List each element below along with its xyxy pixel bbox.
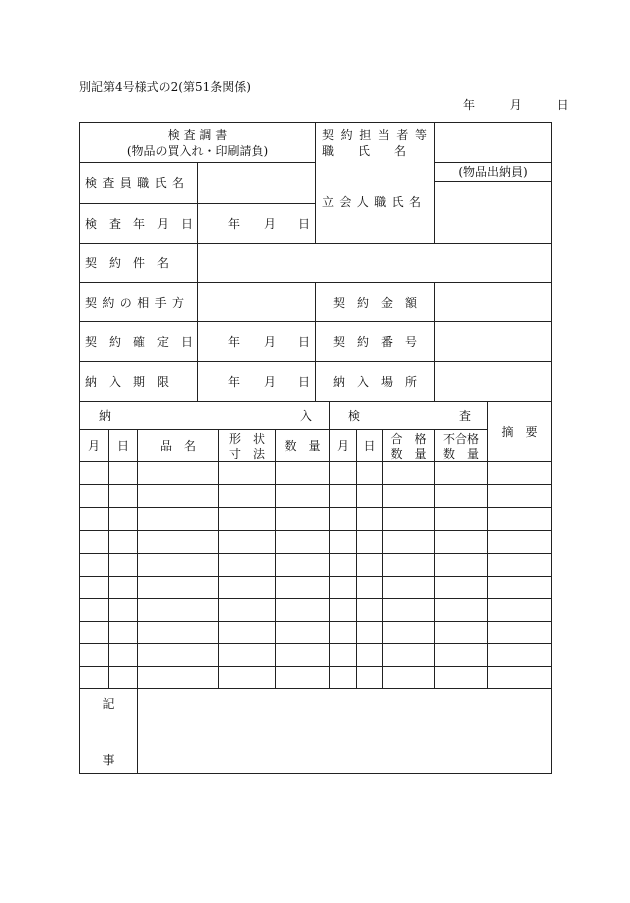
deadline-label: 納 入 期 限: [85, 375, 170, 389]
col-item-name: 品 名: [159, 439, 196, 453]
inspection-header-2: 査: [459, 409, 472, 423]
contract-officer-label: 契約担当者等: [322, 128, 434, 142]
inspector-label: 検査員職氏名: [85, 176, 190, 190]
inspection-date-month: 月: [264, 217, 277, 231]
col-passed: 合 格: [390, 432, 427, 446]
confirm-date-label: 契 約 確 定 日: [85, 335, 194, 349]
col-inspection-month: 月: [336, 439, 349, 453]
inspection-header: 検: [348, 409, 361, 423]
contract-amount-label: 契 約 金 額: [333, 296, 418, 310]
contract-name-label: 契 約 件 名: [85, 256, 170, 270]
document-date: 年 月 日: [463, 98, 573, 112]
confirm-date-year: 年: [228, 335, 241, 349]
deadline-month: 月: [264, 375, 277, 389]
deadline-day: 日: [298, 375, 311, 389]
confirm-date-month: 月: [264, 335, 277, 349]
counterparty-label: 契約の相手方: [85, 296, 190, 310]
col-shape: 形 状: [228, 432, 265, 446]
form-identifier: 別記第4号様式の2(第51条関係): [79, 80, 251, 94]
notes-label-ji: 事: [102, 753, 115, 767]
inspection-date-label: 検 査 年 月 日: [85, 217, 194, 231]
col-delivery-day: 日: [116, 439, 129, 453]
col-failed-qty: 数 量: [442, 447, 479, 461]
contract-officer-name-label: 職 氏 名: [322, 144, 407, 158]
remarks-header: 摘 要: [501, 425, 538, 439]
notes-label-ki: 記: [102, 697, 115, 711]
col-passed-qty: 数 量: [390, 447, 427, 461]
delivery-place-label: 納 入 場 所: [333, 375, 418, 389]
col-quantity: 数 量: [284, 439, 321, 453]
confirm-date-day: 日: [298, 335, 311, 349]
contract-number-label: 契 約 番 号: [333, 335, 418, 349]
col-failed: 不合格: [442, 432, 479, 446]
witness-label: 立会人職氏名: [322, 195, 427, 209]
col-dimension: 寸 法: [228, 447, 265, 461]
form-title: 検 査 調 書: [167, 128, 228, 142]
delivery-header-2: 入: [300, 409, 313, 423]
deadline-year: 年: [228, 375, 241, 389]
delivery-header: 納: [99, 409, 112, 423]
col-inspection-day: 日: [363, 439, 376, 453]
inspection-date-year: 年: [228, 217, 241, 231]
col-delivery-month: 月: [87, 439, 100, 453]
inspection-date-day: 日: [298, 217, 311, 231]
witness-note: (物品出納員): [458, 165, 528, 179]
form-subtitle: (物品の買入れ・印刷請負): [126, 144, 269, 158]
